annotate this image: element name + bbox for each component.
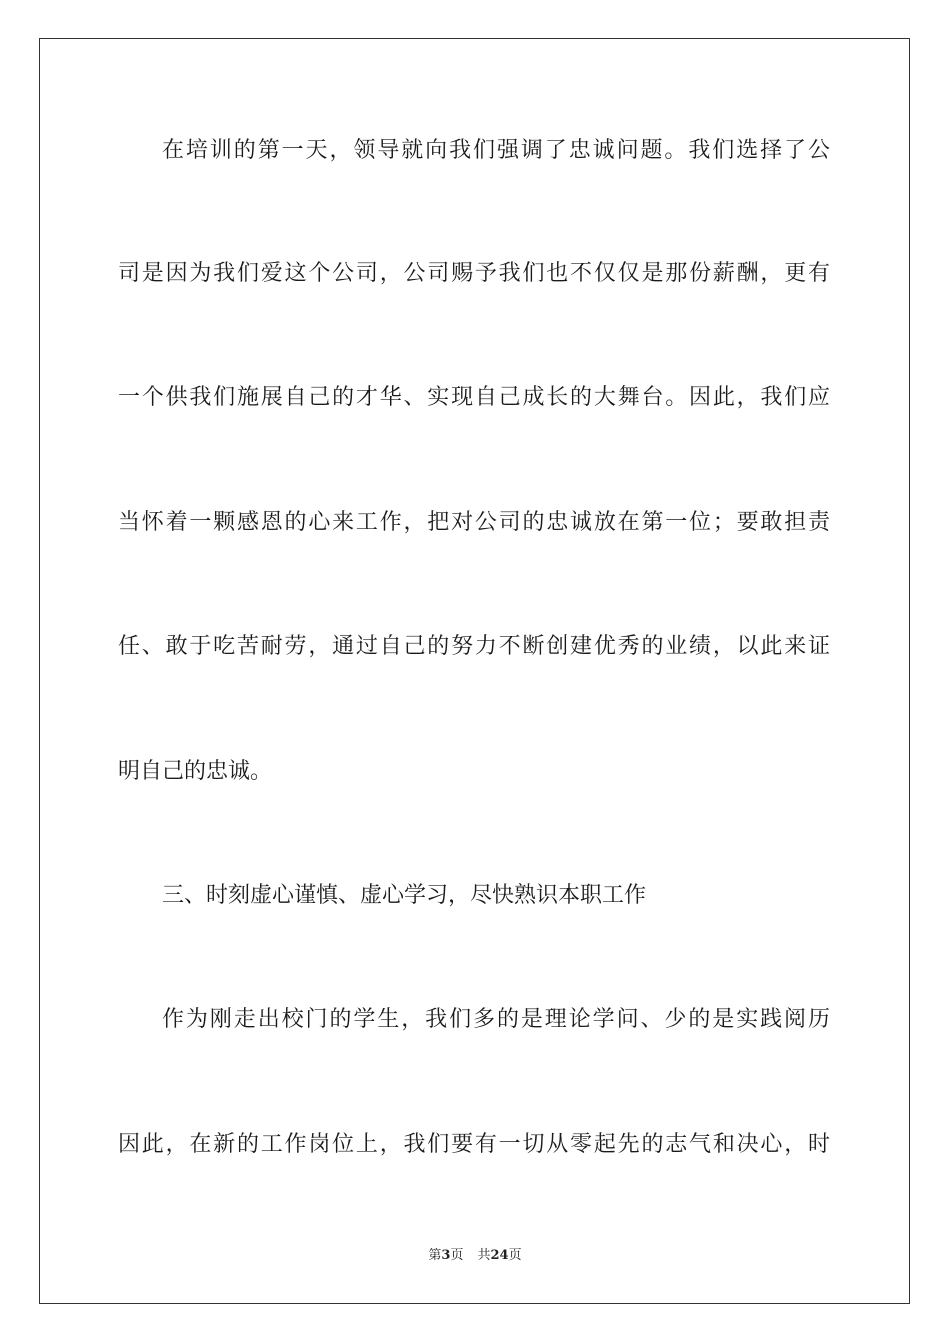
footer-page-unit: 页: [450, 1248, 464, 1263]
text-line-5: 任、敢于吃苦耐劳，通过自己的努力不断创建优秀的业绩，以此来证: [118, 634, 830, 659]
section-heading: 三、时刻虚心谨慎、虚心学习，尽快熟识本职工作: [162, 883, 647, 908]
footer-page-prefix: 第: [428, 1248, 442, 1263]
footer-total-prefix: 共: [477, 1248, 491, 1263]
text-line-2: 司是因为我们爱这个公司，公司赐予我们也不仅仅是那份薪酬，更有: [118, 261, 830, 286]
footer-total-unit: 页: [508, 1248, 522, 1263]
footer-page-current: 3: [441, 1248, 451, 1263]
page-border: [39, 38, 910, 1304]
text-line-6: 明自己的忠诚。: [118, 759, 273, 784]
text-line-3: 一个供我们施展自己的才华、实现自己成长的大舞台。因此，我们应: [118, 385, 830, 410]
text-line-4: 当怀着一颗感恩的心来工作，把对公司的忠诚放在第一位；要敢担责: [118, 510, 830, 535]
text-line-8: 作为刚走出校门的学生，我们多的是理论学问、少的是实践阅历: [162, 1007, 830, 1032]
text-line-9: 因此，在新的工作岗位上，我们要有一切从零起先的志气和决心，时: [118, 1132, 830, 1157]
page-footer: [0, 1247, 950, 1265]
footer-page-total: 24: [490, 1248, 509, 1263]
text-line-1: 在培训的第一天，领导就向我们强调了忠诚问题。我们选择了公: [162, 138, 830, 163]
